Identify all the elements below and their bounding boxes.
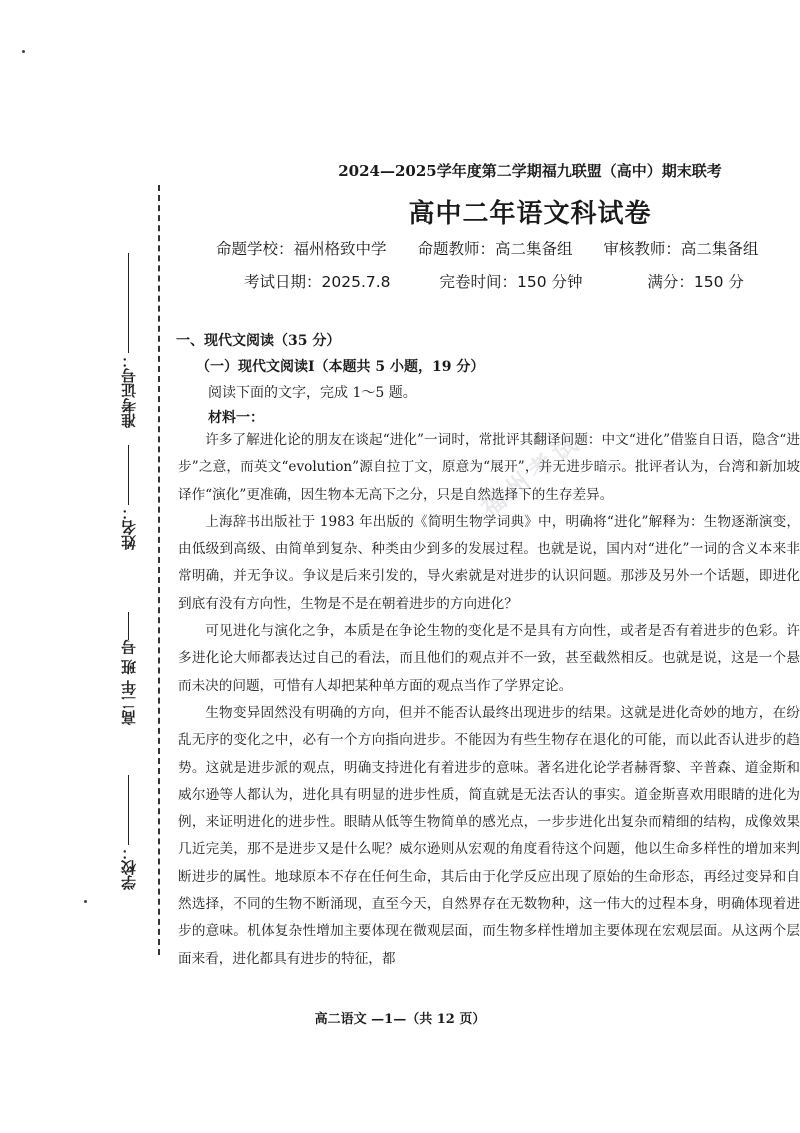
class-line[interactable] [128,612,129,640]
meta-row-exam [244,270,770,292]
instruction: 阅读下面的文字，完成 1～5 题。 [208,385,417,401]
school-line[interactable] [128,775,129,845]
name-field [118,440,139,550]
meta-score: 满分：150 分 [647,273,744,291]
meta-reviewer: 审核教师：高二集备组 [603,240,759,258]
meta-school: 命题学校：福州格致中学 [216,240,387,258]
paragraph: 可见进化与演化之争，本质是在争论生物的变化是不是具有方向性，或者是否有着进步的色彩。许多进化论大师都表达过自己的看法，而且他们的观点并不一致，甚至截然相反。也就是说，这是一个悬而未决的问题，可惜有人却把某种单方面的观点当作了学界定论。 [178,623,800,694]
paper-title: 高中二年语文科试卷 [408,199,652,229]
meta-row-authors [216,237,784,259]
binding-dashed-line [158,185,160,955]
exam-header: 2024—2025学年度第二学期福九联盟（高中）期末联考 [338,162,722,180]
meta-date: 考试日期：2025.7.8 [244,273,391,291]
scan-speck [84,900,87,903]
paragraph: 上海辞书出版社于 1983 年出版的《简明生物学词典》中，明确将“进化”解释为：生物逐渐演变，由低级到高级、由简单到复杂、种类由少到多的发展过程。也就是说，国内对“进化”一词的含义本来非常明确，并无争议。争议是后来引发的，导火索就是对进步的认识问题。那涉及另外一个话题，即进化到底有没有方向性，生物是不是在朝着进步的方向进化？ [178,513,800,612]
watermark: 福州考试 [475,425,588,523]
exam-id-field [118,238,139,428]
school-field [118,760,139,890]
sub-title: （一）现代文阅读Ⅰ（本题共 5 小题，19 分） [196,359,485,375]
exam-id-line[interactable] [128,253,129,353]
scan-speck [22,50,25,53]
paragraph: 生物变异固然没有明确的方向，但并不能否认最终出现进步的结果。这就是进化奇妙的地方，在纷乱无序的变化之中，必有一个方向指向进步。不能因为有些生物存在退化的可能，而以此否认进步的趋势。这就是进步派的观点，明确支持进化有着进步的意味。著名进化论学者赫胥黎、辛普森、道金斯和威尔逊等人都认为，进化具有明显的进步性质，简直就是无法否认的事实。道金斯喜欢用眼睛的进化为例，来证明进化的进步性。眼睛从低等生物简单的感光点，一步步进化出复杂而精细的结构，成像效果几近完美，那不是进步又是什么呢？威尔逊则从宏观的角度看待这个问题，他以生命多样性的增加来判断进步的属性。地球原本不存在任何生命，其后由于化学反应出现了原始的生命形态，再经过变异和自然选择，不同的生物不断涌现，直至今天，自然界存在无数物种，这一伟大的过程本身，明确体现着进步的意味。机体复杂性增加主要体现在微观层面，而生物多样性增加主要体现在宏观层面。从这两个层面来看，进化都具有进步的特征，都 [178,704,800,967]
paragraph: 许多了解进化论的朋友在谈起“进化”一词时，常批评其翻译问题：中文“进化”借鉴自日语，隐含“进步”之意，而英文“evolution”源自拉丁文，原意为“展开”，并无进步暗示。批评者认为，台湾和新加坡译作“演化”更准确，因生物本无高下之分，只是自然选择下的生存差异。 [178,432,800,503]
school-label: 学校： [120,845,138,890]
meta-duration: 完卷时间：150 分钟 [439,273,583,291]
meta-teacher: 命题教师：高二集备组 [417,240,573,258]
material-label: 材料一： [208,410,264,426]
class-label: 高二年 班 号 [120,639,138,725]
exam-id-label: 准考证号： [120,353,138,428]
page-footer: 高二语文 —1—（共 12 页） [314,1012,486,1027]
name-line[interactable] [128,445,129,505]
name-label: 姓名： [120,505,138,550]
part-title: 一、现代文阅读（35 分） [176,333,341,349]
class-field [118,545,139,725]
